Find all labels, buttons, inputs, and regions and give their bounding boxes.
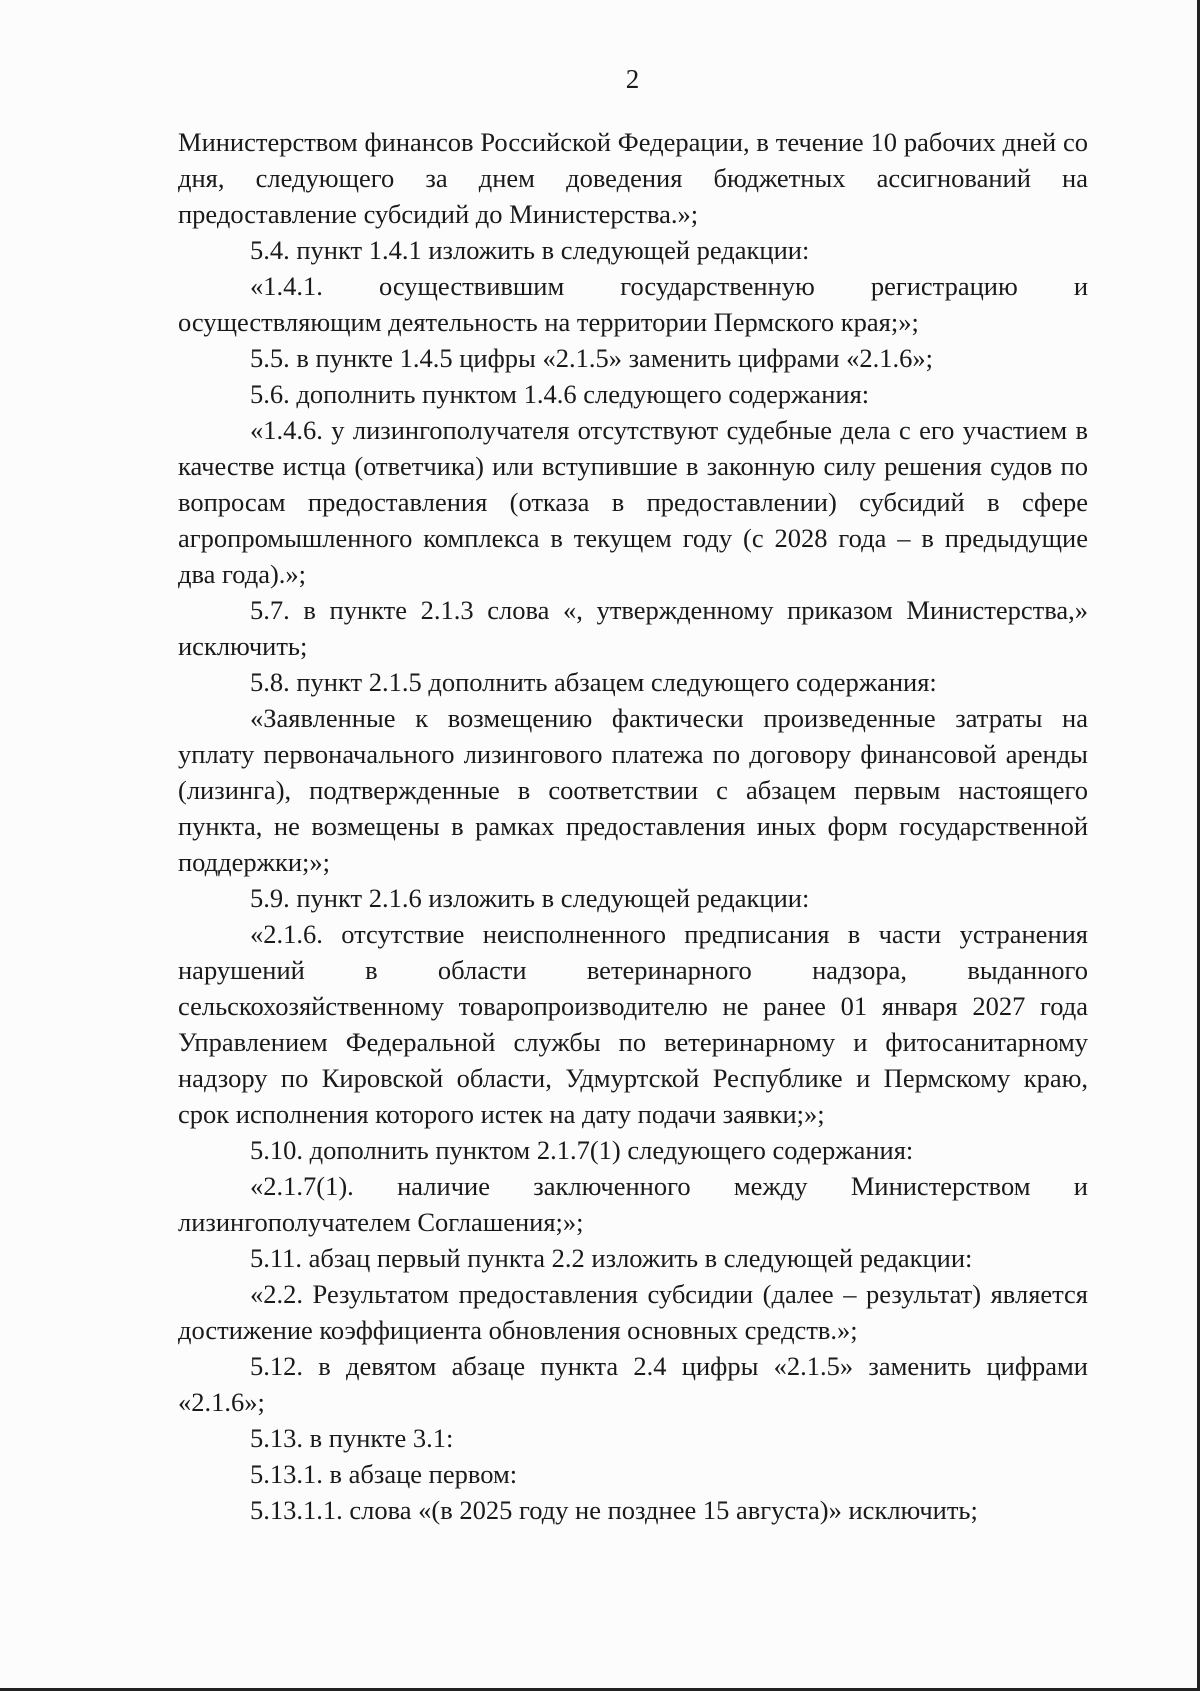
paragraph: 5.7. в пункте 2.1.3 слова «, утвержденному приказом Министерства,» исключить; (178, 595, 1088, 661)
paragraph: 5.5. в пункте 1.4.5 цифры «2.1.5» заменить цифрами «2.1.6»; (250, 343, 933, 373)
paragraph: «2.1.7(1). наличие заключенного между Министерством и лизингополучателем Соглашения;»; (178, 1171, 1088, 1237)
paragraph: «Заявленные к возмещению фактически произведенные затраты на уплату первоначального лизингового платежа по договору финансовой аренды (лизинга), подтвержденные в соответствии с абзацем первым настоящего пункта, не возмещены в рамках предоставления иных форм государственной поддержки;»; (178, 703, 1088, 877)
paragraph: 5.11. абзац первый пункта 2.2 изложить в следующей редакции: (250, 1243, 973, 1273)
document-body (178, 124, 1088, 1528)
paragraph: «1.4.1. осуществившим государственную регистрацию и осуществляющим деятельность на территории Пермского края;»; (178, 271, 1088, 337)
paragraph: «1.4.6. у лизингополучателя отсутствуют судебные дела с его участием в качестве истца (ответчика) или вступившие в законную силу решения судов по вопросам предоставления (отказа в предоставлении) субсидий в сфере агропромышленного комплекса в текущем году (с 2028 года – в предыдущие два года).»; (178, 415, 1088, 589)
paragraph: 5.13.1. в абзаце первом: (250, 1459, 518, 1489)
paragraph: 5.9. пункт 2.1.6 изложить в следующей редакции: (250, 883, 810, 913)
paragraph: «2.1.6. отсутствие неисполненного предписания в части устранения нарушений в области ветеринарного надзора, выданного сельскохозяйственному товаропроизводителю не ранее 01 января 2027 года Управлением Федеральной службы по ветеринарному и фитосанитарному надзору по Кировской области, Удмуртской Республике и Пермскому краю, срок исполнения которого истек на дату подачи заявки;»; (178, 919, 1088, 1129)
paragraph: 5.13. в пункте 3.1: (250, 1423, 454, 1453)
paragraph: 5.10. дополнить пунктом 2.1.7(1) следующего содержания: (250, 1135, 914, 1165)
paragraph: 5.6. дополнить пунктом 1.4.6 следующего содержания: (250, 379, 870, 409)
paragraph: Министерством финансов Российской Федерации, в течение 10 рабочих дней со дня, следующего за днем доведения бюджетных ассигнований на предоставление субсидий до Министерства.»; (178, 127, 1088, 229)
paragraph: 5.12. в девятом абзаце пункта 2.4 цифры «2.1.5» заменить цифрами «2.1.6»; (178, 1351, 1088, 1417)
paragraph: 5.13.1.1. слова «(в 2025 году не позднее 15 августа)» исключить; (250, 1495, 978, 1525)
paragraph: «2.2. Результатом предоставления субсидии (далее – результат) является достижение коэффициента обновления основных средств.»; (178, 1279, 1088, 1345)
paragraph: 5.4. пункт 1.4.1 изложить в следующей редакции: (250, 235, 810, 265)
page-number: 2 (625, 64, 640, 94)
paragraph: 5.8. пункт 2.1.5 дополнить абзацем следующего содержания: (250, 667, 937, 697)
